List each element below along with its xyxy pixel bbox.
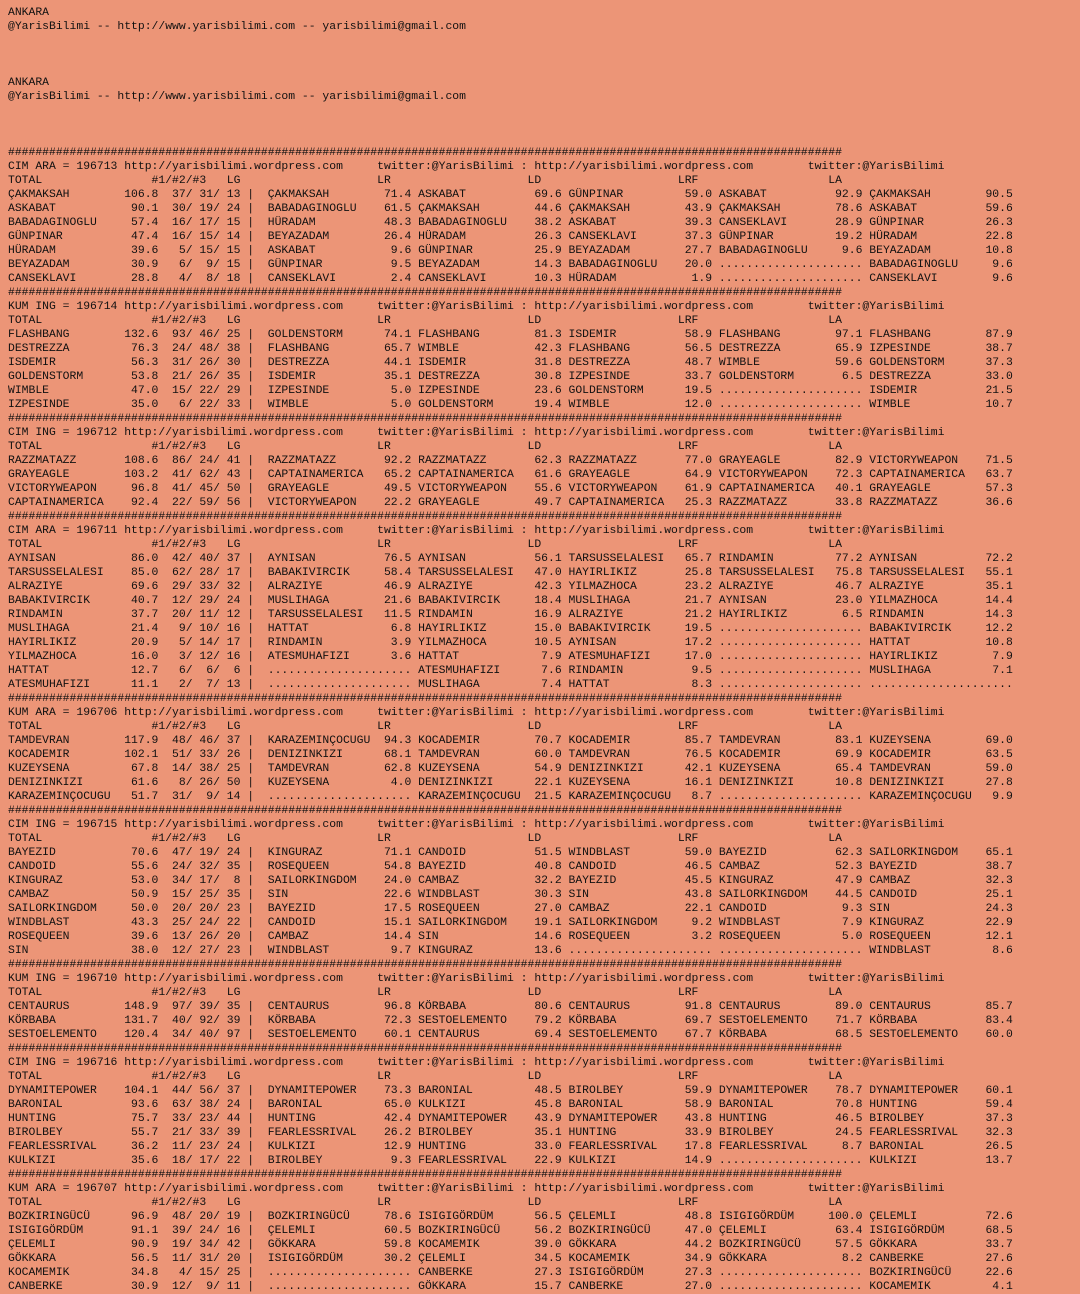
race-header-line: KUM ARA = 196707 http://yarisbilimi.wordpress.com twitter:@YarisBilimi : http://yarisbilimi.wordpress.com twitter:@YarisBilimi — [8, 1183, 945, 1195]
race-row: VICTORYWEAPON 96.8 41/ 45/ 50 | GRAYEAGLE 49.5 VICTORYWEAPON 55.6 VICTORYWEAPON 61.9 CAPTAINAMERICA 40.1 GRAYEAGLE 57.3 — [8, 483, 1013, 495]
race-row: CAPTAINAMERICA 92.4 22/ 59/ 56 | VICTORYWEAPON 22.2 GRAYEAGLE 49.7 CAPTAINAMERICA 25.3 RAZZMATAZZ 33.8 RAZZMATAZZ 36.6 — [8, 497, 1013, 509]
separator-line: ########################################################################################################################## — [8, 413, 842, 425]
race-row: KOCAMEMIK 34.8 4/ 15/ 25 | ..................... CANBERKE 27.3 ISIGIGÖRDÜM 27.3 ..................... BOZKIRINGÜCÜ 22.6 — [8, 1267, 1013, 1279]
race-row: FLASHBANG 132.6 93/ 46/ 25 | GOLDENSTORM 74.1 FLASHBANG 81.3 ISDEMIR 58.9 FLASHBANG 97.1 FLASHBANG 87.9 — [8, 329, 1013, 341]
header-line — [8, 118, 1080, 132]
race-row: GÖKKARA 56.5 11/ 31/ 20 | ISIGIGÖRDÜM 30.2 ÇELEMLI 34.5 KOCAMEMIK 34.9 GÖKKARA 8.2 CANBERKE 27.6 — [8, 1253, 1013, 1265]
race-header-line: CIM ING = 196712 http://yarisbilimi.wordpress.com twitter:@YarisBilimi : http://yarisbilimi.wordpress.com twitter:@YarisBilimi — [8, 427, 945, 439]
header-line: @YarisBilimi -- http://www.yarisbilimi.com -- yarisbilimi@gmail.com — [8, 91, 466, 103]
race-row: RAZZMATAZZ 108.6 86/ 24/ 41 | RAZZMATAZZ 92.2 RAZZMATAZZ 62.3 RAZZMATAZZ 77.0 GRAYEAGLE 82.9 VICTORYWEAPON 71.5 — [8, 455, 1013, 467]
race-row: HATTAT 12.7 6/ 6/ 6 | ..................... ATESMUHAFIZI 7.6 RINDAMIN 9.5 ..................... MUSLIHAGA 7.1 — [8, 665, 1013, 677]
race-row: ASKABAT 90.1 30/ 19/ 24 | BABADAGINOGLU 61.5 ÇAKMAKSAH 44.6 ÇAKMAKSAH 43.9 ÇAKMAKSAH 78.6 ASKABAT 59.6 — [8, 203, 1013, 215]
race-row: CANDOID 55.6 24/ 32/ 35 | ROSEQUEEN 54.8 BAYEZID 40.8 CANDOID 46.5 CAMBAZ 52.3 BAYEZID 38.7 — [8, 861, 1013, 873]
race-row: HAYIRLIKIZ 20.9 5/ 14/ 17 | RINDAMIN 3.9 YILMAZHOCA 10.5 AYNISAN 17.2 ..................... HATTAT 10.8 — [8, 637, 1013, 649]
column-header-line: TOTAL #1/#2/#3 LG LR LD LRF LA — [8, 1197, 842, 1209]
separator-line: ########################################################################################################################## — [8, 147, 842, 159]
separator-line: ########################################################################################################################## — [8, 959, 842, 971]
separator-line: ########################################################################################################################## — [8, 693, 842, 705]
race-row: IZPESINDE 35.0 6/ 22/ 33 | WIMBLE 5.0 GOLDENSTORM 19.4 WIMBLE 12.0 ..................... WIMBLE 10.7 — [8, 399, 1013, 411]
column-header-line: TOTAL #1/#2/#3 LG LR LD LRF LA — [8, 833, 842, 845]
race-row: DENIZINKIZI 61.6 8/ 26/ 50 | KUZEYSENA 4.0 DENIZINKIZI 22.1 KUZEYSENA 16.1 DENIZINKIZI 10.8 DENIZINKIZI 27.8 — [8, 777, 1013, 789]
column-header-line: TOTAL #1/#2/#3 LG LR LD LRF LA — [8, 539, 842, 551]
race-row: MUSLIHAGA 21.4 9/ 10/ 16 | HATTAT 6.8 HAYIRLIKIZ 15.0 BABAKIVIRCIK 19.5 ..................... BABAKIVIRCIK 12.2 — [8, 623, 1013, 635]
header-line — [8, 62, 1080, 76]
column-header-line: TOTAL #1/#2/#3 LG LR LD LRF LA — [8, 1071, 842, 1083]
separator-line: ########################################################################################################################## — [8, 511, 842, 523]
header-line: ANKARA — [8, 77, 50, 89]
race-row: GOLDENSTORM 53.8 21/ 26/ 35 | ISDEMIR 35.1 DESTREZZA 30.8 IZPESINDE 33.7 GOLDENSTORM 6.5 DESTREZZA 33.0 — [8, 371, 1013, 383]
race-row: WIMBLE 47.0 15/ 22/ 29 | IZPESINDE 5.0 IZPESINDE 23.6 GOLDENSTORM 19.5 ..................... ISDEMIR 21.5 — [8, 385, 1013, 397]
race-row: BEYAZADAM 30.9 6/ 9/ 15 | GÜNPINAR 9.5 BEYAZADAM 14.3 BABADAGINOGLU 20.0 ..................... BABADAGINOGLU 9.6 — [8, 259, 1013, 271]
column-header-line: TOTAL #1/#2/#3 LG LR LD LRF LA — [8, 175, 842, 187]
race-row: FEARLESSRIVAL 36.2 11/ 23/ 24 | KULKIZI 12.9 HUNTING 33.0 FEARLESSRIVAL 17.8 FEARLESSRIVAL 8.7 BARONIAL 26.5 — [8, 1141, 1013, 1153]
race-row: GRAYEAGLE 103.2 41/ 62/ 43 | CAPTAINAMERICA 65.2 CAPTAINAMERICA 61.6 GRAYEAGLE 64.9 VICTORYWEAPON 72.3 CAPTAINAMERICA 63.7 — [8, 469, 1013, 481]
separator-line: ########################################################################################################################## — [8, 805, 842, 817]
race-row: KÖRBABA 131.7 40/ 92/ 39 | KÖRBABA 72.3 SESTOELEMENTO 79.2 KÖRBABA 69.7 SESTOELEMENTO 71.7 KÖRBABA 83.4 — [8, 1015, 1013, 1027]
separator-line: ########################################################################################################################## — [8, 1169, 842, 1181]
race-row: ISDEMIR 56.3 31/ 26/ 30 | DESTREZZA 44.1 ISDEMIR 31.8 DESTREZZA 48.7 WIMBLE 59.6 GOLDENSTORM 37.3 — [8, 357, 1013, 369]
separator-line: ########################################################################################################################## — [8, 287, 842, 299]
race-row: GÜNPINAR 47.4 16/ 15/ 14 | BEYAZADAM 26.4 HÜRADAM 26.3 CANSEKLAVI 37.3 GÜNPINAR 19.2 HÜRADAM 22.8 — [8, 231, 1013, 243]
race-header-line: CIM ING = 196716 http://yarisbilimi.wordpress.com twitter:@YarisBilimi : http://yarisbilimi.wordpress.com twitter:@YarisBilimi — [8, 1057, 945, 1069]
race-header-line: CIM ARA = 196711 http://yarisbilimi.wordpress.com twitter:@YarisBilimi : http://yarisbilimi.wordpress.com twitter:@YarisBilimi — [8, 525, 945, 537]
race-row: ÇAKMAKSAH 106.8 37/ 31/ 13 | ÇAKMAKSAH 71.4 ASKABAT 69.6 GÜNPINAR 59.0 ASKABAT 92.9 ÇAKMAKSAH 90.5 — [8, 189, 1013, 201]
race-row: ROSEQUEEN 39.6 13/ 26/ 20 | CAMBAZ 14.4 SIN 14.6 ROSEQUEEN 3.2 ROSEQUEEN 5.0 ROSEQUEEN 12.1 — [8, 931, 1013, 943]
race-row: CANSEKLAVI 28.8 4/ 8/ 18 | CANSEKLAVI 2.4 CANSEKLAVI 10.3 HÜRADAM 1.9 ..................... CANSEKLAVI 9.6 — [8, 273, 1013, 285]
race-row: AYNISAN 86.0 42/ 40/ 37 | AYNISAN 76.5 AYNISAN 56.1 TARSUSSELALESI 65.7 RINDAMIN 77.2 AYNISAN 72.2 — [8, 553, 1013, 565]
race-header-line: KUM ING = 196710 http://yarisbilimi.wordpress.com twitter:@YarisBilimi : http://yarisbilimi.wordpress.com twitter:@YarisBilimi — [8, 973, 945, 985]
race-row: BIROLBEY 55.7 21/ 33/ 39 | FEARLESSRIVAL 26.2 BIROLBEY 35.1 HUNTING 33.9 BIROLBEY 24.5 FEARLESSRIVAL 32.3 — [8, 1127, 1013, 1139]
race-row: BABADAGINOGLU 57.4 16/ 17/ 15 | HÜRADAM 48.3 BABADAGINOGLU 38.2 ASKABAT 39.3 CANSEKLAVI 28.9 GÜNPINAR 26.3 — [8, 217, 1013, 229]
race-row: RINDAMIN 37.7 20/ 11/ 12 | TARSUSSELALESI 11.5 RINDAMIN 16.9 ALRAZIYE 21.2 HAYIRLIKIZ 6.5 RINDAMIN 14.3 — [8, 609, 1013, 621]
header-line — [8, 48, 1080, 62]
race-header-line: KUM ING = 196714 http://yarisbilimi.wordpress.com twitter:@YarisBilimi : http://yarisbilimi.wordpress.com twitter:@YarisBilimi — [8, 301, 945, 313]
column-header-line: TOTAL #1/#2/#3 LG LR LD LRF LA — [8, 721, 842, 733]
race-row: CANBERKE 30.9 12/ 9/ 11 | ..................... GÖKKARA 15.7 CANBERKE 27.0 ..................... KOCAMEMIK 4.1 — [8, 1281, 1013, 1293]
race-row: KINGURAZ 53.0 34/ 17/ 8 | SAILORKINGDOM 24.0 CAMBAZ 32.2 BAYEZID 45.5 KINGURAZ 47.9 CAMBAZ 32.3 — [8, 875, 1013, 887]
race-row: CENTAURUS 148.9 97/ 39/ 35 | CENTAURUS 96.8 KÖRBABA 80.6 CENTAURUS 91.8 CENTAURUS 89.0 CENTAURUS 85.7 — [8, 1001, 1013, 1013]
race-row: DESTREZZA 76.3 24/ 48/ 38 | FLASHBANG 65.7 WIMBLE 42.3 FLASHBANG 56.5 DESTREZZA 65.9 IZPESINDE 38.7 — [8, 343, 1013, 355]
separator-line: ########################################################################################################################## — [8, 1043, 842, 1055]
race-row: ATESMUHAFIZI 11.1 2/ 7/ 13 | ..................... MUSLIHAGA 7.4 HATTAT 8.3 ..................... ..................... — [8, 679, 1013, 691]
race-row: SAILORKINGDOM 50.0 20/ 20/ 23 | BAYEZID 17.5 ROSEQUEEN 27.0 CAMBAZ 22.1 CANDOID 9.3 SIN 24.3 — [8, 903, 1013, 915]
race-header-line: KUM ARA = 196706 http://yarisbilimi.wordpress.com twitter:@YarisBilimi : http://yarisbilimi.wordpress.com twitter:@YarisBilimi — [8, 707, 945, 719]
race-row: HUNTING 75.7 33/ 23/ 44 | HUNTING 42.4 DYNAMITEPOWER 43.9 DYNAMITEPOWER 43.8 HUNTING 46.5 BIROLBEY 37.3 — [8, 1113, 1013, 1125]
race-row: SESTOELEMENTO 120.4 34/ 40/ 97 | SESTOELEMENTO 60.1 CENTAURUS 69.4 SESTOELEMENTO 67.7 KÖRBABA 68.5 SESTOELEMENTO 60.0 — [8, 1029, 1013, 1041]
header-line — [8, 104, 1080, 118]
race-row: BOZKIRINGÜCÜ 96.9 48/ 20/ 19 | BOZKIRINGÜCÜ 78.6 ISIGIGÖRDÜM 56.5 ÇELEMLI 48.8 ISIGIGÖRDÜM 100.0 ÇELEMLI 72.6 — [8, 1211, 1013, 1223]
race-row: BAYEZID 70.6 47/ 19/ 24 | KINGURAZ 71.1 CANDOID 51.5 WINDBLAST 59.0 BAYEZID 62.3 SAILORKINGDOM 65.1 — [8, 847, 1013, 859]
race-row: SIN 38.0 12/ 27/ 23 | WINDBLAST 9.7 KINGURAZ 13.6 ..................... ..................... WINDBLAST 8.6 — [8, 945, 1013, 957]
header-line: ANKARA — [8, 7, 50, 19]
race-row: ISIGIGÖRDÜM 91.1 39/ 24/ 16 | ÇELEMLI 60.5 BOZKIRINGÜCÜ 56.2 BOZKIRINGÜCÜ 47.0 ÇELEMLI 63.4 ISIGIGÖRDÜM 68.5 — [8, 1225, 1013, 1237]
race-row: TARSUSSELALESI 85.0 62/ 28/ 17 | BABAKIVIRCIK 58.4 TARSUSSELALESI 47.0 HAYIRLIKIZ 25.8 TARSUSSELALESI 75.8 TARSUSSELALESI 55.1 — [8, 567, 1013, 579]
race-row: YILMAZHOCA 16.0 3/ 12/ 16 | ATESMUHAFIZI 3.6 HATTAT 7.9 ATESMUHAFIZI 17.0 ..................... HAYIRLIKIZ 7.9 — [8, 651, 1013, 663]
column-header-line: TOTAL #1/#2/#3 LG LR LD LRF LA — [8, 987, 842, 999]
race-row: ÇELEMLI 90.9 19/ 34/ 42 | GÖKKARA 59.8 KOCAMEMIK 39.0 GÖKKARA 44.2 BOZKIRINGÜCÜ 57.5 GÖKKARA 33.7 — [8, 1239, 1013, 1251]
race-header-line: CIM ARA = 196713 http://yarisbilimi.wordpress.com twitter:@YarisBilimi : http://yarisbilimi.wordpress.com twitter:@YarisBilimi — [8, 161, 945, 173]
header-line: @YarisBilimi -- http://www.yarisbilimi.com -- yarisbilimi@gmail.com — [8, 21, 466, 33]
race-row: KUZEYSENA 67.8 14/ 38/ 25 | TAMDEVRAN 62.8 KUZEYSENA 54.9 DENIZINKIZI 42.1 KUZEYSENA 65.4 TAMDEVRAN 59.0 — [8, 763, 1013, 775]
race-row: HÜRADAM 39.6 5/ 15/ 15 | ASKABAT 9.6 GÜNPINAR 25.9 BEYAZADAM 27.7 BABADAGINOGLU 9.6 BEYAZADAM 10.8 — [8, 245, 1013, 257]
race-row: KARAZEMINÇOCUGU 51.7 31/ 9/ 14 | ..................... KARAZEMINÇOCUGU 21.5 KARAZEMINÇOCUGU 8.7 ..................... KARAZEMINÇOCUGU 9.9 — [8, 791, 1013, 803]
race-row: BABAKIVIRCIK 40.7 12/ 29/ 24 | MUSLIHAGA 21.6 BABAKIVIRCIK 18.4 MUSLIHAGA 21.7 AYNISAN 23.0 YILMAZHOCA 14.4 — [8, 595, 1013, 607]
race-row: BARONIAL 93.6 63/ 38/ 24 | BARONIAL 65.0 KULKIZI 45.8 BARONIAL 58.9 BARONIAL 70.8 HUNTING 59.4 — [8, 1099, 1013, 1111]
header-line — [8, 132, 1080, 146]
race-row: KULKIZI 35.6 18/ 17/ 22 | BIROLBEY 9.3 FEARLESSRIVAL 22.9 KULKIZI 14.9 ..................... KULKIZI 13.7 — [8, 1155, 1013, 1167]
column-header-line: TOTAL #1/#2/#3 LG LR LD LRF LA — [8, 315, 842, 327]
race-row: DYNAMITEPOWER 104.1 44/ 56/ 37 | DYNAMITEPOWER 73.3 BARONIAL 48.5 BIROLBEY 59.9 DYNAMITEPOWER 78.7 DYNAMITEPOWER 60.1 — [8, 1085, 1013, 1097]
column-header-line: TOTAL #1/#2/#3 LG LR LD LRF LA — [8, 441, 842, 453]
race-header-line: CIM ING = 196715 http://yarisbilimi.wordpress.com twitter:@YarisBilimi : http://yarisbilimi.wordpress.com twitter:@YarisBilimi — [8, 819, 945, 831]
race-row: ALRAZIYE 69.6 29/ 33/ 32 | ALRAZIYE 46.9 ALRAZIYE 42.3 YILMAZHOCA 23.2 ALRAZIYE 46.7 ALRAZIYE 35.1 — [8, 581, 1013, 593]
race-row: WINDBLAST 43.3 25/ 24/ 22 | CANDOID 15.1 SAILORKINGDOM 19.1 SAILORKINGDOM 9.2 WINDBLAST 7.9 KINGURAZ 22.9 — [8, 917, 1013, 929]
race-row: CAMBAZ 50.9 15/ 25/ 35 | SIN 22.6 WINDBLAST 30.3 SIN 43.8 SAILORKINGDOM 44.5 CANDOID 25.1 — [8, 889, 1013, 901]
header-line — [8, 34, 1080, 48]
race-row: TAMDEVRAN 117.9 48/ 46/ 37 | KARAZEMINÇOCUGU 94.3 KOCADEMIR 70.7 KOCADEMIR 85.7 TAMDEVRAN 83.1 KUZEYSENA 69.0 — [8, 735, 1013, 747]
race-row: KOCADEMIR 102.1 51/ 33/ 26 | DENIZINKIZI 68.1 TAMDEVRAN 60.0 TAMDEVRAN 76.5 KOCADEMIR 69.9 KOCADEMIR 63.5 — [8, 749, 1013, 761]
